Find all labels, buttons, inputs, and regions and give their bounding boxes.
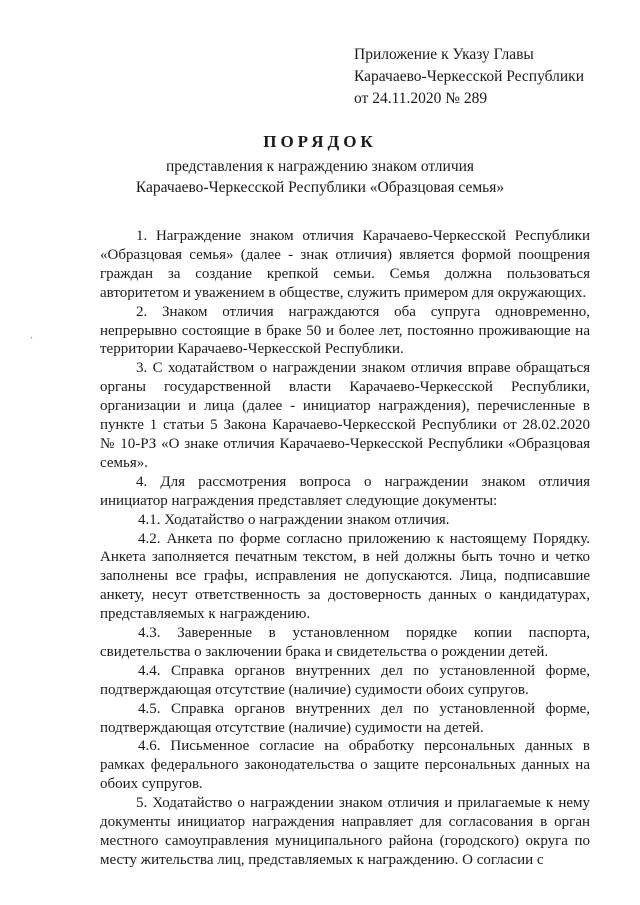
paragraph-4-5: 4.5. Справка органов внутренних дел по установленной форме, подтверждающая отсутствие (наличие) судимости на детей. <box>100 700 590 736</box>
paragraph-4-1: 4.1. Ходатайство о награждении знаком отличия. <box>138 511 450 528</box>
document-subtitle <box>0 156 640 198</box>
appendix-header <box>354 44 584 110</box>
appendix-line-2: Карачаево-Черкесской Республики <box>354 68 584 85</box>
paragraph-4-2: 4.2. Анкета по форме согласно приложению к настоящему Порядку. Анкета заполняется печатным текстом, в ней должны быть точно и четко заполнены все графы, исправления не допускаются. Лица, подписавшие анкету, несут ответственность за достоверность данных о кандидатурах, представляемых к награждению. <box>100 530 590 623</box>
document-body <box>100 227 590 870</box>
appendix-line-1: Приложение к Указу Главы <box>354 46 534 63</box>
paragraph-4-6: 4.6. Письменное согласие на обработку персональных данных в рамках федерального законодательства о защите персональных данных на обоих супругов. <box>100 738 590 793</box>
paragraph-4-3: 4.3. Заверенные в установленном порядке копии паспорта, свидетельства о заключении брака и свидетельства о рождении детей. <box>100 625 590 660</box>
subtitle-line-1: представления к награждению знаком отличия <box>165 158 475 175</box>
appendix-line-3: от 24.11.2020 № 289 <box>354 90 488 107</box>
paragraph-5: 5. Ходатайство о награждении знаком отличия и прилагаемые к нему документы инициатор награждения направляет для согласования в орган местного самоуправления муниципального района (городского) округа по месту жительства лиц, представляемых к награждению. О согласии с <box>100 795 590 868</box>
paragraph-2: 2. Знаком отличия награждаются оба супруга одновременно, непрерывно состоящие в браке 50 и более лет, постоянно проживающие на территории Карачаево-Черкесской Республики. <box>100 303 590 358</box>
paragraph-1: 1. Награждение знаком отличия Карачаево-Черкесской Республики «Образцовая семья» (далее - знак отличия) является формой поощрения граждан за создание крепкой семьи. Семья должна пользоваться авторитетом и уважением в обществе, служить примером для окружающих. <box>100 228 590 301</box>
paragraph-4: 4. Для рассмотрения вопроса о награждении знаком отличия инициатор награждения представляет следующие документы: <box>100 473 590 509</box>
paragraph-3: 3. С ходатайством о награждении знаком отличия вправе обращаться органы государственной власти Карачаево-Черкесской Республики, организации и лица (далее - инициатор награждения), перечисленные в пункте 1 статьи 5 Закона Карачаево-Черкесской Республики от 28.02.2020 № 10-РЗ «О знаке отличия Карачаево-Черкесской Республики «Образцовая семья». <box>100 360 590 471</box>
document-title: ПОРЯДОК <box>263 132 377 151</box>
paragraph-4-4: 4.4. Справка органов внутренних дел по установленной форме, подтверждающая отсутствие (наличие) судимости обоих супругов. <box>100 662 590 698</box>
subtitle-line-2: Карачаево-Черкесской Республики «Образцовая семья» <box>135 179 505 196</box>
scan-speck <box>30 336 33 339</box>
